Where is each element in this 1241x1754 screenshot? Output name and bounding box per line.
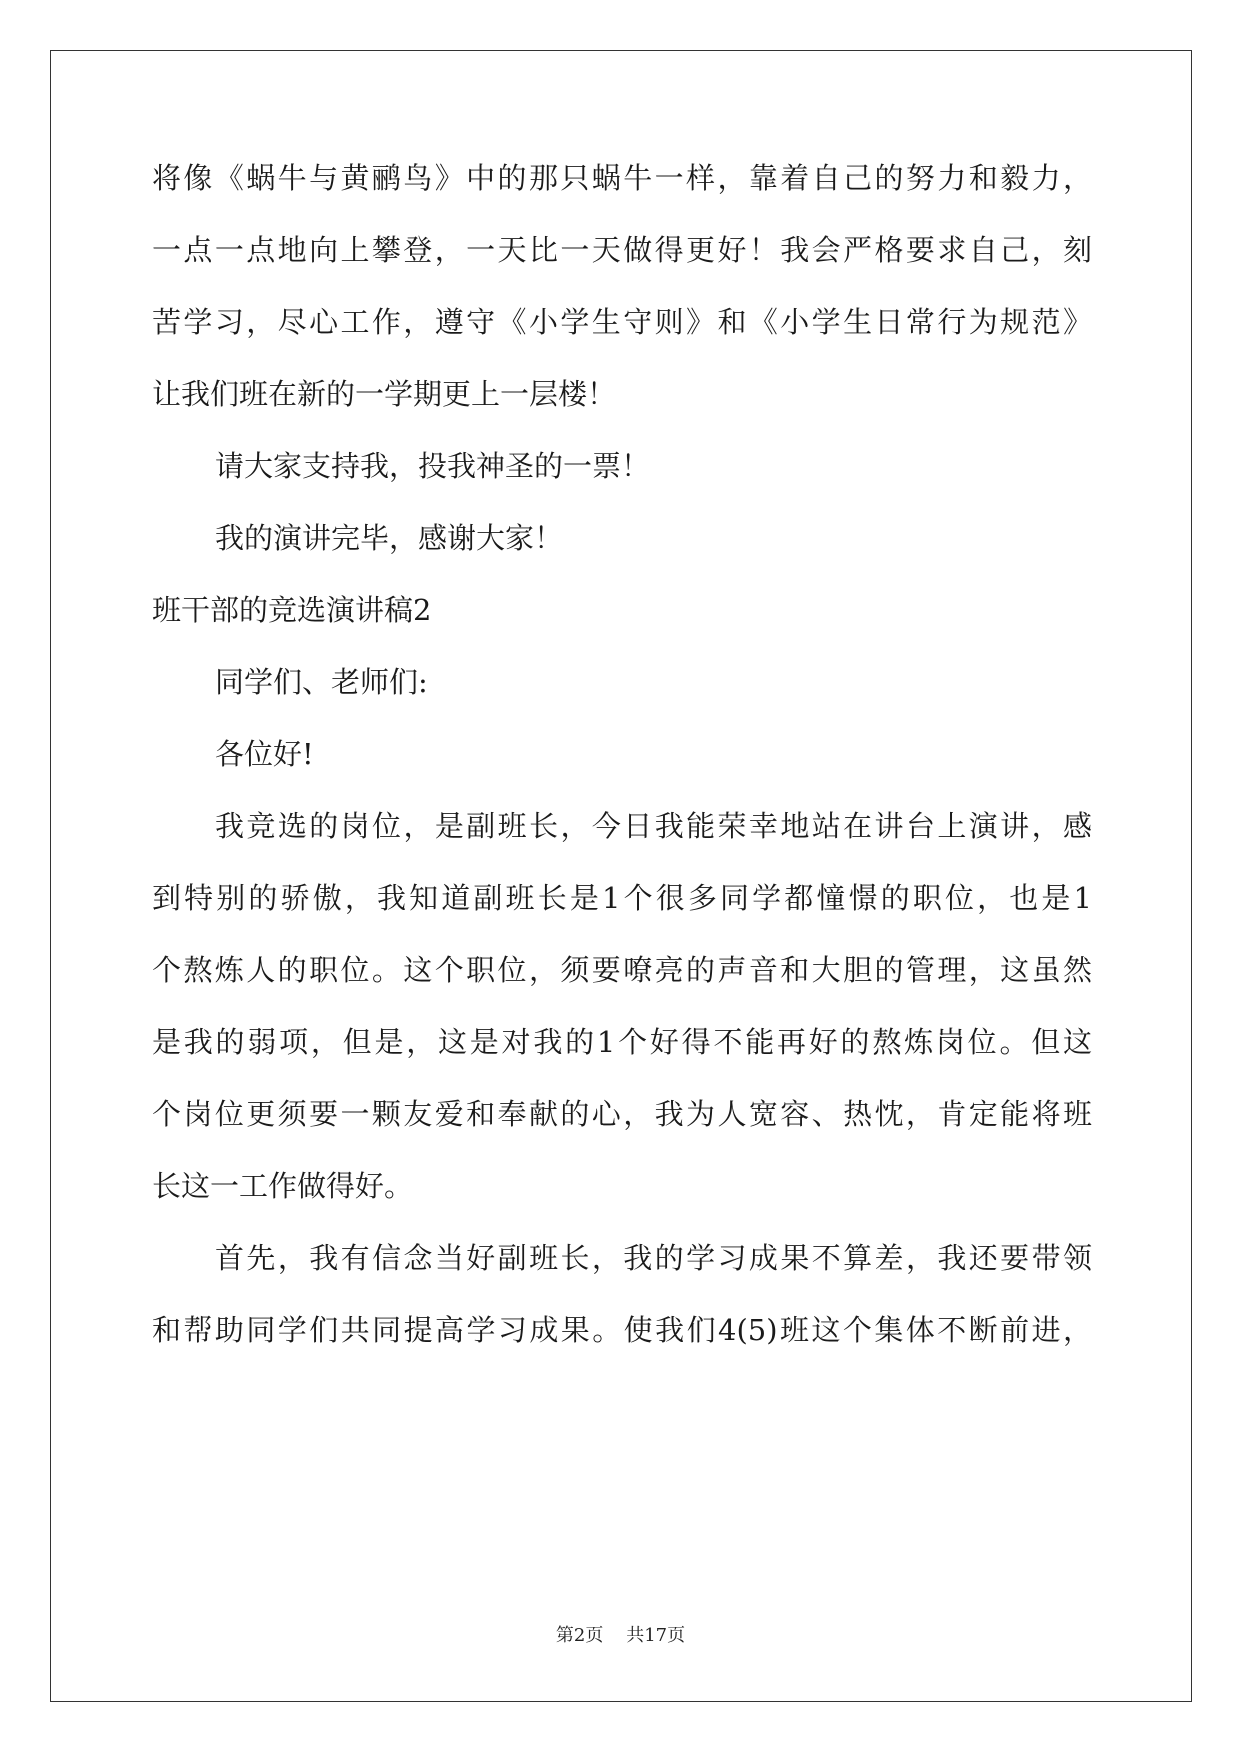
text-line: 和帮助同学们共同提高学习成果。使我们4(5)班这个集体不断前进， bbox=[152, 1313, 1092, 1347]
text-line: 苦学习，尽心工作，遵守《小学生守则》和《小学生日常行为规范》 bbox=[152, 305, 1092, 339]
text-line: 到特别的骄傲，我知道副班长是1个很多同学都憧憬的职位，也是1 bbox=[152, 881, 1092, 915]
text-line: 是我的弱项，但是，这是对我的1个好得不能再好的熬炼岗位。但这 bbox=[152, 1025, 1092, 1059]
text-line: 长这一工作做得好。 bbox=[152, 1169, 414, 1203]
text-line: 首先，我有信念当好副班长，我的学习成果不算差，我还要带领 bbox=[215, 1241, 1092, 1275]
text-line: 一点一点地向上攀登，一天比一天做得更好！我会严格要求自己，刻 bbox=[152, 233, 1092, 267]
text-line: 个岗位更须要一颗友爱和奉献的心，我为人宽容、热忱，肯定能将班 bbox=[152, 1097, 1092, 1131]
text-line: 将像《蜗牛与黄鹂鸟》中的那只蜗牛一样，靠着自己的努力和毅力， bbox=[152, 161, 1092, 195]
greeting: 各位好! bbox=[215, 737, 314, 771]
text-line: 请大家支持我，投我神圣的一票！ bbox=[215, 449, 651, 483]
page-border bbox=[50, 50, 1192, 1702]
page-total: 共17页 bbox=[626, 1625, 686, 1646]
text-line: 让我们班在新的一学期更上一层楼！ bbox=[152, 377, 617, 411]
text-line: 个熬炼人的职位。这个职位，须要嘹亮的声音和大胆的管理，这虽然 bbox=[152, 953, 1092, 987]
page-footer bbox=[0, 1624, 1241, 1648]
text-line: 我竞选的岗位，是副班长，今日我能荣幸地站在讲台上演讲，感 bbox=[215, 809, 1092, 843]
text-line: 我的演讲完毕，感谢大家！ bbox=[215, 521, 564, 555]
section-heading: 班干部的竞选演讲稿2 bbox=[152, 593, 432, 627]
page-number: 第2页 bbox=[555, 1625, 604, 1646]
salutation: 同学们、老师们: bbox=[215, 665, 428, 699]
